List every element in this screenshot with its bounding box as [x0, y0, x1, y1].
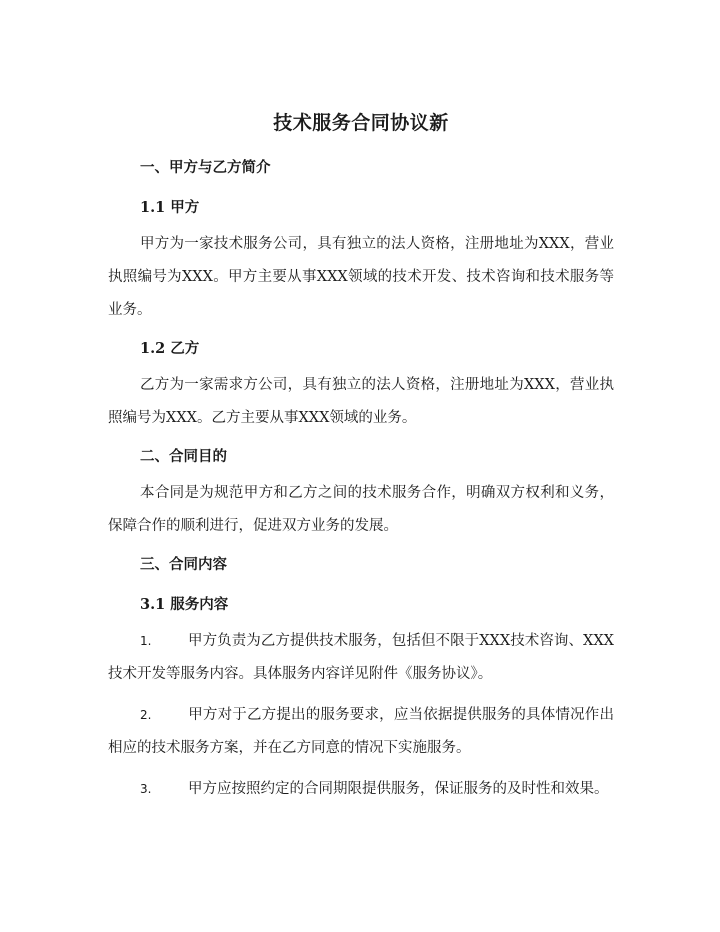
list-item [108, 625, 614, 691]
list-item-number: 2. [140, 708, 152, 722]
paragraph-contract-purpose: 本合同是为规范甲方和乙方之间的技术服务合作，明确双方权利和义务，保障合作的顺利进行，促进双方业务的发展。 [108, 485, 614, 534]
list-item-text: 甲方对于乙方提出的服务要求，应当依据提供服务的具体情况作出相应的技术服务方案，并在乙方同意的情况下实施服务。 [108, 707, 614, 756]
paragraph-party-b: 乙方为一家需求方公司，具有独立的法人资格，注册地址为XXX，营业执照编号为XXX。乙方主要从事XXX领域的业务。 [108, 377, 614, 426]
section-heading-1: 一、甲方与乙方简介 [140, 159, 271, 176]
list-item [108, 699, 614, 765]
document-page [108, 108, 614, 806]
list-item-number: 1. [140, 634, 152, 648]
subsection-heading-3-1: 3.1 服务内容 [140, 596, 229, 613]
list-item-text: 甲方应按照约定的合同期限提供服务，保证服务的及时性和效果。 [188, 781, 609, 797]
document-title: 技术服务合同协议新 [273, 112, 449, 134]
list-item [108, 773, 614, 806]
section-heading-2: 二、合同目的 [140, 448, 227, 465]
subsection-heading-1-1: 1.1 甲方 [140, 199, 200, 216]
paragraph-party-a: 甲方为一家技术服务公司，具有独立的法人资格，注册地址为XXX，营业执照编号为XXX。甲方主要从事XXX领域的技术开发、技术咨询和技术服务等业务。 [108, 236, 614, 318]
section-heading-3: 三、合同内容 [140, 556, 227, 573]
list-item-text: 甲方负责为乙方提供技术服务，包括但不限于XXX技术咨询、XXX技术开发等服务内容。具体服务内容详见附件《服务协议》。 [108, 633, 614, 682]
subsection-heading-1-2: 1.2 乙方 [140, 340, 200, 357]
list-item-number: 3. [140, 782, 152, 796]
